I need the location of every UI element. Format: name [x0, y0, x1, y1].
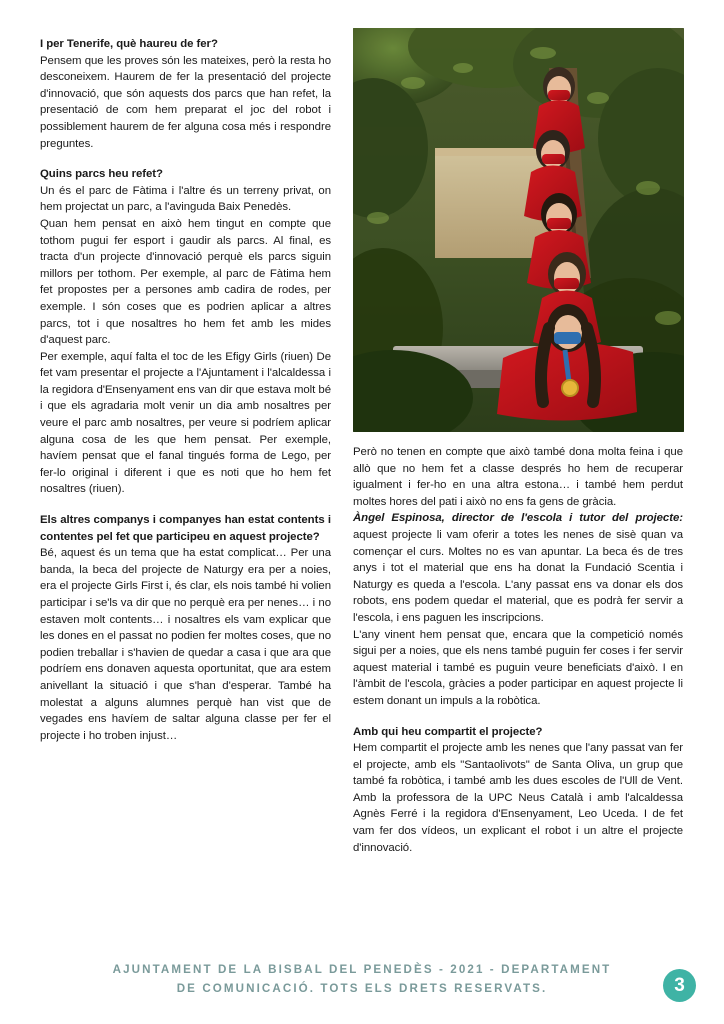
right-paragraph-3: L'any vinent hem pensat que, encara que la competició només sigui per a noies, que els nens també puguin fer coses i fer servir aquest material i també es puguin veure beneficiats d'això. I en l'àmbit de l'escola, gràcies a poder participar en aquest projecte li estem donant un impuls a la robòtica. [353, 628, 683, 707]
footer-line-2: DE COMUNICACIÓ. TOTS ELS DRETS RESERVATS. [176, 982, 548, 995]
director-lead-in: Àngel Espinosa, director de l'escola i tutor del projecte: [353, 512, 683, 525]
footer-line-1: AJUNTAMENT DE LA BISBAL DEL PENEDÈS - 2021 - DEPARTAMENT [112, 963, 612, 976]
director-quote [353, 510, 683, 626]
answer-parcs-p2: Quan hem pensat en això hem tingut en compte que tothom pugui fer esport i gaudir als parcs. Al final, es tracta d'un projecte d'innovació perquè els parcs siguin millors per tothom. Per exemple, al parc de Fàtima hem fet propostes per a persones amb cadira de rodes, per exemple. I són coses que es podrien aplicar a altres parcs, tot i que nosaltres ho hem fet amb les mides d'aquest parc. [40, 217, 331, 347]
left-text-column [40, 36, 331, 744]
right-text-column [353, 444, 683, 856]
right-paragraph-1: Però no tenen en compte que això també dona molta feina i que allò que no hem fet a classe després ho hem de recuperar igualment i fer-ho en una altra estona… i també hem perdut moltes hores del pati i això no ens fa gens de gràcia. [353, 446, 683, 508]
question-compartit: Amb qui heu compartit el projecte? [353, 725, 543, 738]
director-quote-body: aquest projecte li vam oferir a totes les nenes de sisè quan va començar el curs. Moltes no es van apuntar. La beca és de tres anys i tot el material que ens ha donat la Fundació Scentia i Naturgy es queda a l'escola. L'any passat ens va donar els dos robots, ens podem quedar el material, que es podrà fer servir a l'escola, i ens paguen les inscripcions. [353, 528, 683, 624]
answer-tenerife: Pensem que les proves són les mateixes, però la resta ho desconeixem. Haurem de fer la presentació del projecte d'innovació, que són aquests dos parcs que han refet, la presentació de com hem preparat el joc del robot i possiblement haurem de fer alguna cosa més i respondre preguntes. [40, 54, 331, 150]
answer-compartit: Hem compartit el projecte amb les nenes que l'any passat van fer el projecte, amb els "Santaolivots" de Santa Oliva, un grup que també fa robòtica, i també amb les dues escoles de l'Ull de Vent. Amb la professora de la UPC Neus Català i amb l'alcaldessa Agnès Ferré i la regidora d'Ensenyament, Leo Uceda. I de fet vam fer dos vídeos, un explicant el robot i un altre el projecte d'innovació. [353, 742, 683, 854]
question-parcs: Quins parcs heu refet? [40, 168, 163, 181]
answer-companys: Bé, aquest és un tema que ha estat complicat… Per una banda, la beca del projecte de Naturgy era per a noies, era el projecte Girls First i, és clar, els nois també hi volien participar i se'ls va dir que no perquè era per nenes… i no estaven molt contents… i nosaltres els vam explicar que les dones en el passat no podien fer moltes coses, que no podien treballar i s'havien de quedar a casa i que ara que podríem ens donaven aquesta oportunitat, que ara estem anivellant la situació i que s'han d'esperar. També ha molestat a alguns alumnes perquè han vist que de vegades ens havíem de saltar alguna classe per fer el projecte i ho troben injust… [40, 547, 331, 742]
team-photo [353, 28, 684, 432]
question-companys: Els altres companys i companyes han estat contents i contentes pel fet que participeu en aquest projecte? [40, 514, 331, 543]
page-number-badge: 3 [663, 969, 696, 1002]
question-tenerife: I per Tenerife, què haureu de fer? [40, 38, 218, 50]
answer-parcs-p3: Per exemple, aquí falta el toc de les Efigy Girls (riuen) De fet vam presentar el projecte a l'Ajuntament i l'alcaldessa i la regidora d'Ensenyament ens van dir que estava molt bé i que els agradaria molt venir un dia amb nosaltres per veure el parc amb nosaltres, per veure si podríem aplicar alguna cosa de les que hem pensat. Per exemple, havíem pensat que el fanal tingués forma de Lego, per fer-lo original i diferent i que es noti que ho hem fet nosaltres (riuen). [40, 350, 331, 496]
footer [0, 960, 724, 998]
answer-parcs-p1: Un és el parc de Fàtima i l'altre és un terreny privat, on hem projectat un parc, a l'avinguda Baix Penedès. [40, 184, 331, 214]
